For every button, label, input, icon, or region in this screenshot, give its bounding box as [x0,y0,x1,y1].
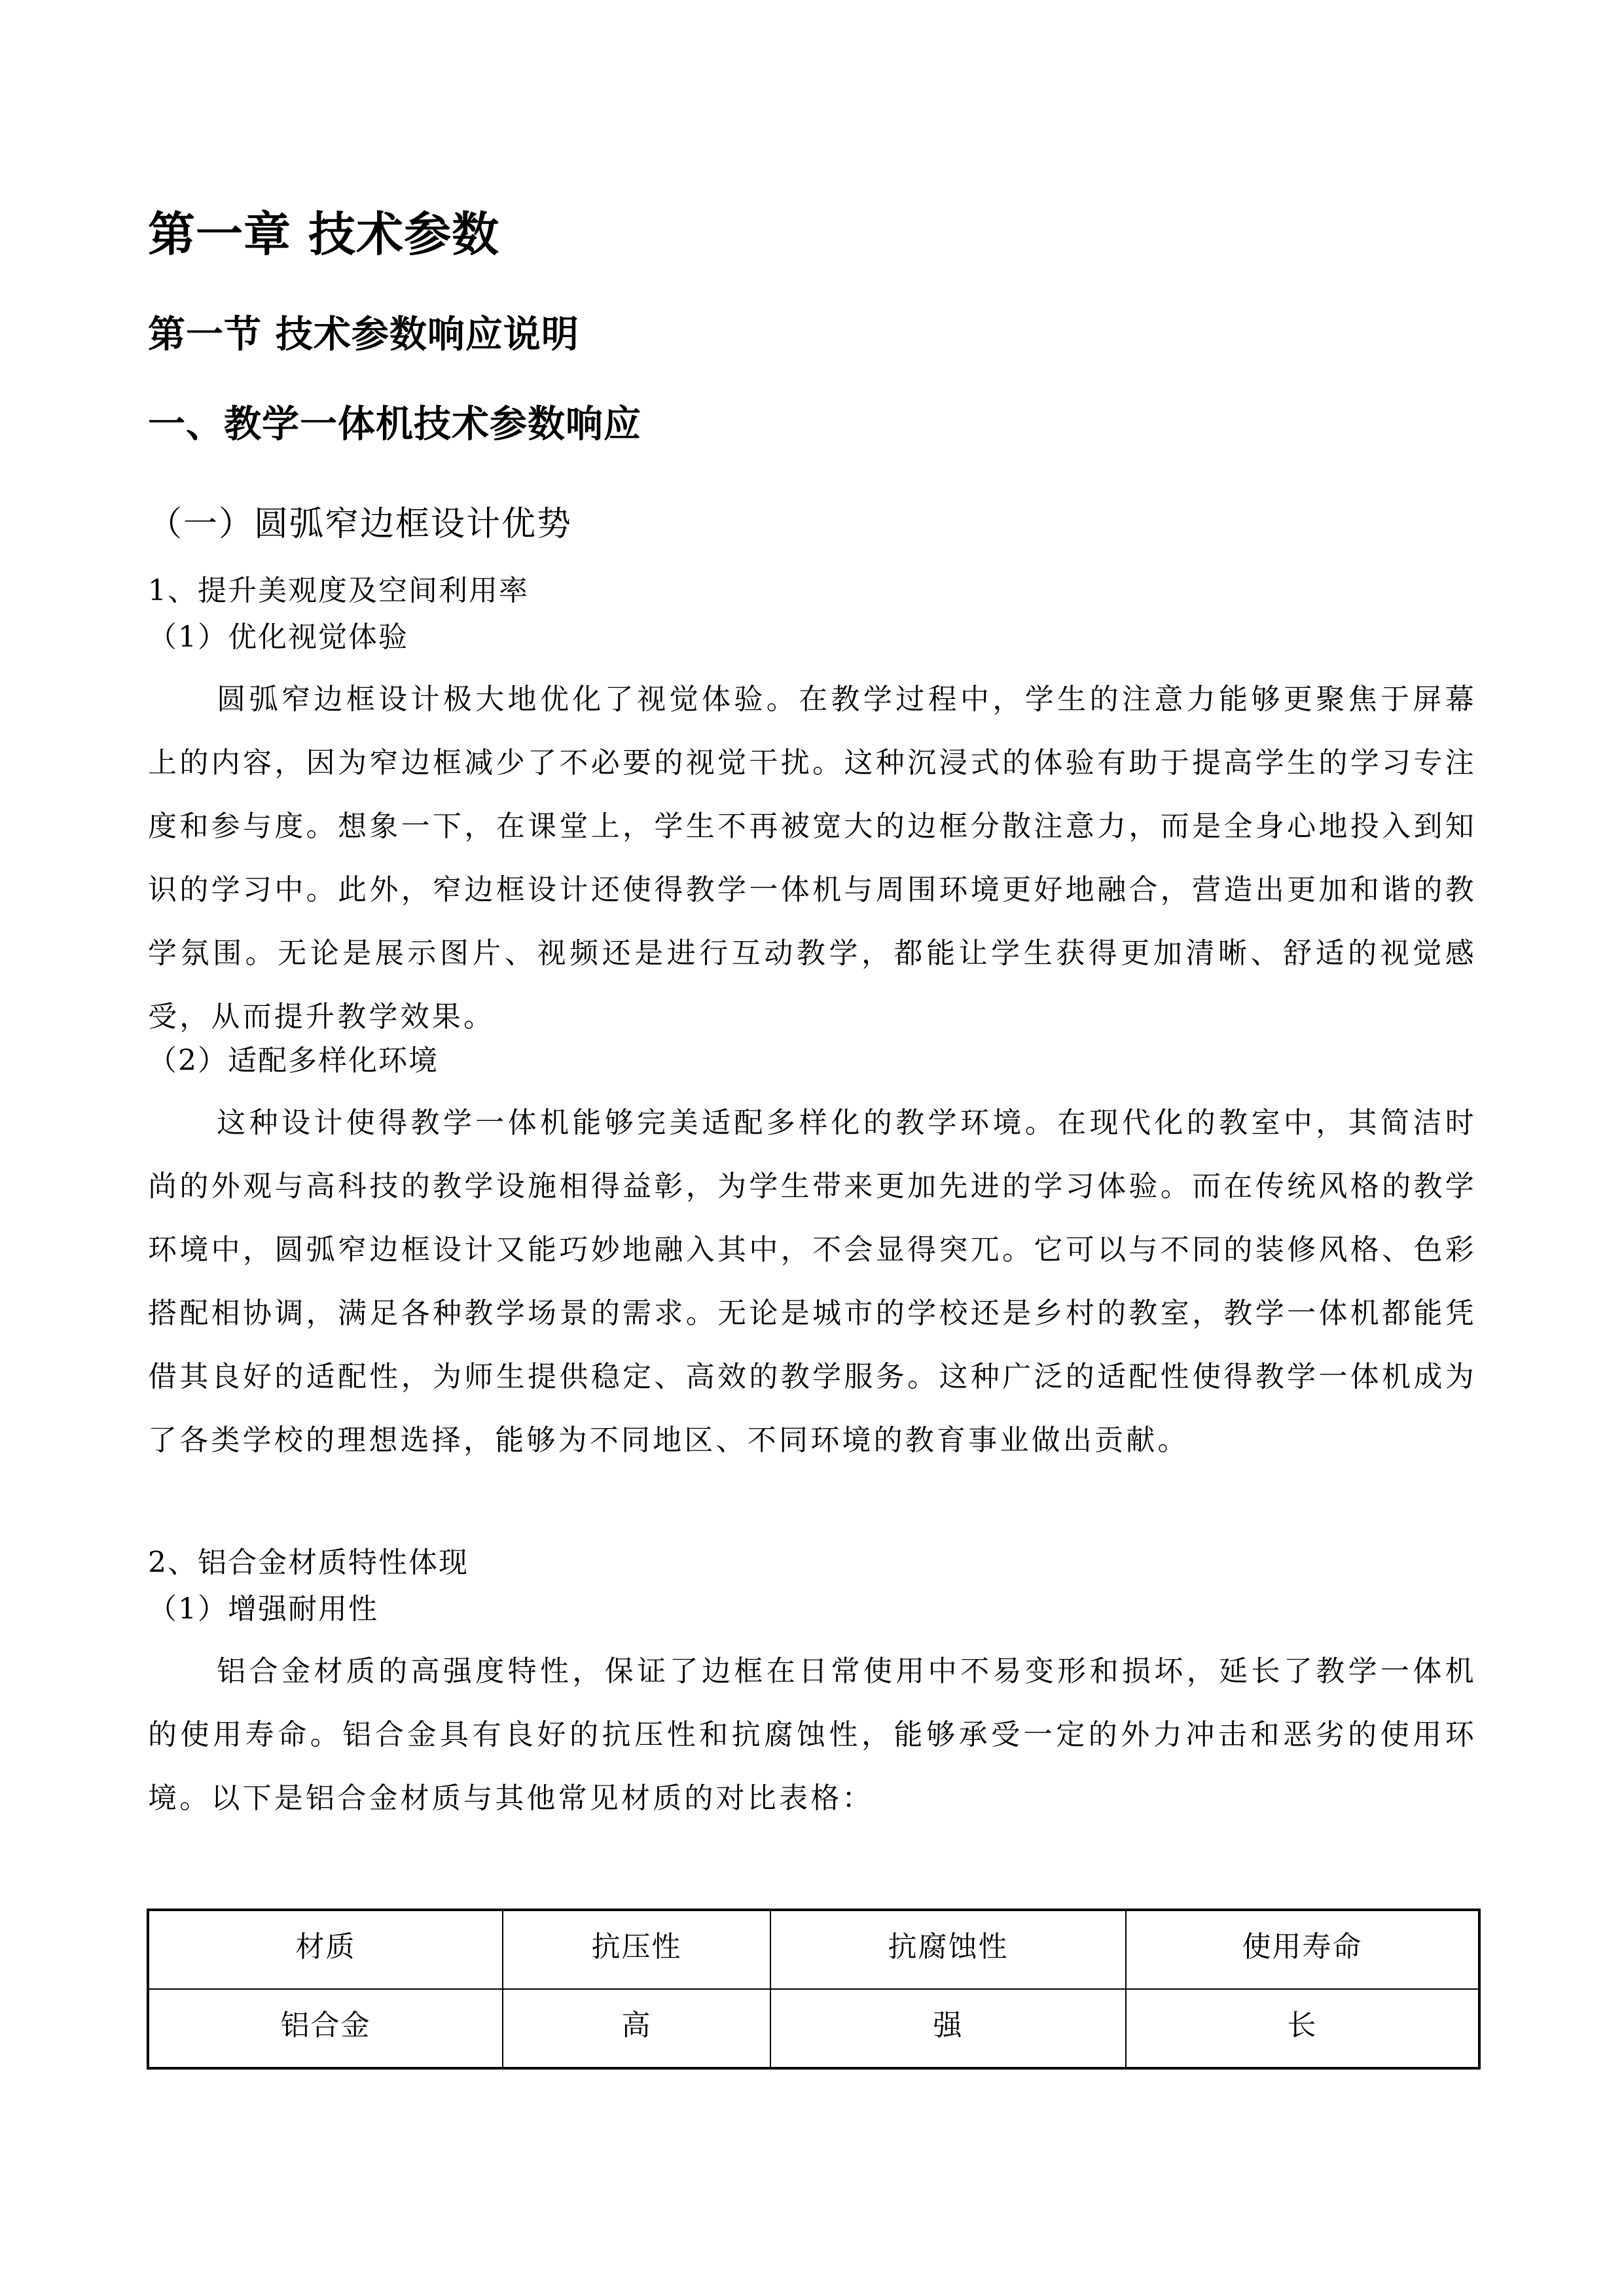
subitem-heading: （2）适配多样化环境 [148,1044,439,1077]
table-header-cell: 使用寿命 [1126,1910,1479,1989]
item-heading: 1、提升美观度及空间利用率 [148,574,529,607]
paragraph [148,1091,1477,1472]
table-row [148,1989,1479,2068]
table-header-cell: 抗腐蚀性 [770,1910,1126,1989]
table-cell: 铝合金 [148,1989,503,2068]
table-cell: 长 [1126,1989,1479,2068]
chapter-title: 第一章 技术参数 [148,207,500,262]
table-cell: 强 [770,1989,1126,2068]
subitem-heading: （1）优化视觉体验 [148,620,408,654]
paragraph [148,668,1477,1049]
table-header-cell: 抗压性 [503,1910,770,1989]
subsection-title: 一、教学一体机技术参数响应 [148,403,641,446]
paragraph [148,1640,1477,1830]
table-header-cell: 材质 [148,1910,503,1989]
part-title: （一）圆弧窄边框设计优势 [148,505,573,544]
paragraph-text: 铝合金材质的高强度特性，保证了边框在日常使用中不易变形和损坏，延长了教学一体机的使用寿命。铝合金具有良好的抗压性和抗腐蚀性，能够承受一定的外力冲击和恶劣的使用环境。以下是铝合金材质与其他常见材质的对比表格： [148,1655,1477,1815]
section-title: 第一节 技术参数响应说明 [148,313,579,356]
table-header-row [148,1910,1479,1989]
item-heading: 2、铝合金材质特性体现 [148,1546,469,1579]
paragraph-text: 圆弧窄边框设计极大地优化了视觉体验。在教学过程中，学生的注意力能够更聚焦于屏幕上的内容，因为窄边框减少了不必要的视觉干扰。这种沉浸式的体验有助于提高学生的学习专注度和参与度。想象一下，在课堂上，学生不再被宽大的边框分散注意力，而是全身心地投入到知识的学习中。此外，窄边框设计还使得教学一体机与周围环境更好地融合，营造出更加和谐的教学氛围。无论是展示图片、视频还是进行互动教学，都能让学生获得更加清晰、舒适的视觉感受，从而提升教学效果。 [148,683,1477,1033]
table-cell: 高 [503,1989,770,2068]
subitem-heading: （1）增强耐用性 [148,1592,378,1626]
paragraph-text: 这种设计使得教学一体机能够完美适配多样化的教学环境。在现代化的教室中，其简洁时尚的外观与高科技的教学设施相得益彰，为学生带来更加先进的学习体验。而在传统风格的教学环境中，圆弧窄边框设计又能巧妙地融入其中，不会显得突兀。它可以与不同的装修风格、色彩搭配相协调，满足各种教学场景的需求。无论是城市的学校还是乡村的教室，教学一体机都能凭借其良好的适配性，为师生提供稳定、高效的教学服务。这种广泛的适配性使得教学一体机成为了各类学校的理想选择，能够为不同地区、不同环境的教育事业做出贡献。 [148,1106,1477,1457]
material-comparison-table [147,1909,1481,2070]
